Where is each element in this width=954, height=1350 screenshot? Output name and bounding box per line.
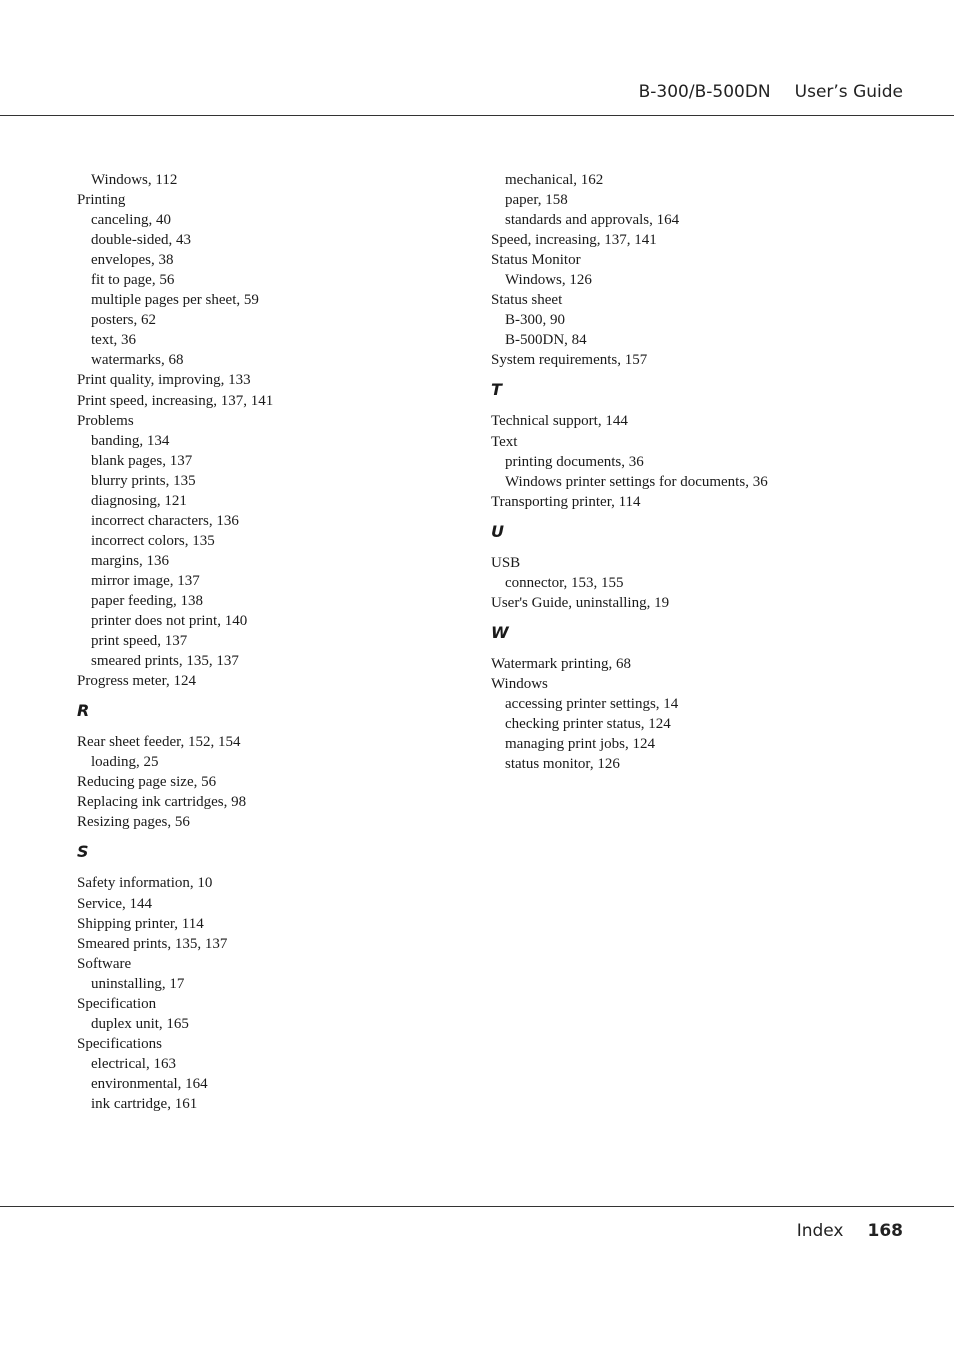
index-entry: User's Guide, uninstalling, 19 xyxy=(491,594,670,611)
index-subentry: loading, 25 xyxy=(91,754,159,771)
index-subentry: paper feeding, 138 xyxy=(91,592,204,609)
index-subentry: connector, 153, 155 xyxy=(505,574,624,591)
index-subentry: status monitor, 126 xyxy=(505,756,620,773)
index-subentry: envelopes, 38 xyxy=(91,252,174,269)
index-letter-heading: S xyxy=(77,842,89,862)
header-model: B-300/B-500DN xyxy=(638,82,771,102)
index-subentry: ink cartridge, 161 xyxy=(91,1095,198,1112)
index-entry: Specifications xyxy=(77,1035,162,1052)
index-subentry: watermarks, 68 xyxy=(91,352,184,369)
index-entry: Text xyxy=(491,433,518,450)
index-subentry: Windows printer settings for documents, 36 xyxy=(505,473,768,490)
index-subentry: printing documents, 36 xyxy=(505,453,644,470)
index-entry: Reducing page size, 56 xyxy=(77,774,217,791)
index-entry: Smeared prints, 135, 137 xyxy=(77,935,228,952)
index-letter-heading: R xyxy=(77,701,90,721)
index-entry: Resizing pages, 56 xyxy=(77,814,190,831)
index-subentry: incorrect colors, 135 xyxy=(91,532,215,549)
index-subentry: double-sided, 43 xyxy=(91,232,191,249)
index-entry: Print speed, increasing, 137, 141 xyxy=(77,392,274,409)
page-footer xyxy=(797,1221,903,1241)
index-subentry: B-300, 90 xyxy=(505,312,565,329)
index-entry: Service, 144 xyxy=(77,895,152,912)
index-subentry: standards and approvals, 164 xyxy=(505,212,680,229)
index-subentry: accessing printer settings, 14 xyxy=(505,695,679,712)
header-guide-title: User’s Guide xyxy=(794,82,903,102)
index-entry: Rear sheet feeder, 152, 154 xyxy=(77,734,241,751)
index-entry: Status Monitor xyxy=(491,252,581,269)
index-subentry: incorrect characters, 136 xyxy=(91,512,239,529)
index-entry: Safety information, 10 xyxy=(77,875,213,892)
index-subentry: fit to page, 56 xyxy=(91,272,175,289)
index-subentry: diagnosing, 121 xyxy=(91,492,187,509)
footer-section: Index xyxy=(796,1221,844,1241)
index-entry: Technical support, 144 xyxy=(491,413,628,430)
index-letter-heading: W xyxy=(491,622,509,642)
index-entry: Transporting printer, 114 xyxy=(491,493,641,510)
index-subentry: environmental, 164 xyxy=(91,1075,208,1092)
index-subentry: B-500DN, 84 xyxy=(505,332,587,349)
index-entry: USB xyxy=(491,554,521,571)
footer-rule xyxy=(0,1206,954,1207)
index-subentry: mechanical, 162 xyxy=(505,172,604,188)
index-subentry: posters, 62 xyxy=(91,312,156,329)
index-subentry: print speed, 137 xyxy=(91,633,188,650)
index-letter-heading: U xyxy=(491,521,504,541)
index-subentry: canceling, 40 xyxy=(91,212,171,229)
index-subentry: duplex unit, 165 xyxy=(91,1015,189,1032)
index-subentry: multiple pages per sheet, 59 xyxy=(91,292,259,309)
page-number: 168 xyxy=(867,1221,903,1241)
index-entry: Print quality, improving, 133 xyxy=(77,372,251,389)
index-entry: Shipping printer, 114 xyxy=(77,915,204,932)
index-column-right xyxy=(491,170,891,774)
index-subentry: uninstalling, 17 xyxy=(91,975,185,992)
index-subentry: electrical, 163 xyxy=(91,1055,176,1072)
header-rule xyxy=(0,115,954,116)
index-subentry: text, 36 xyxy=(91,332,136,349)
index-subentry: blank pages, 137 xyxy=(91,452,193,469)
index-subentry: Windows, 112 xyxy=(91,172,178,188)
index-entry: Speed, increasing, 137, 141 xyxy=(491,232,657,249)
index-entry: Replacing ink cartridges, 98 xyxy=(77,794,247,811)
index-column-left xyxy=(77,170,477,1114)
index-subentry: mirror image, 137 xyxy=(91,572,200,589)
index-subentry: blurry prints, 135 xyxy=(91,472,196,489)
index-subentry: paper, 158 xyxy=(505,192,568,209)
index-subentry: Windows, 126 xyxy=(505,272,592,289)
index-subentry: printer does not print, 140 xyxy=(91,613,248,630)
index-subentry: smeared prints, 135, 137 xyxy=(91,653,239,670)
index-entry: Watermark printing, 68 xyxy=(491,655,632,672)
index-entry: Printing xyxy=(77,192,126,209)
index-entry: Progress meter, 124 xyxy=(77,673,196,690)
index-subentry: margins, 136 xyxy=(91,552,170,569)
index-letter-heading: T xyxy=(491,380,502,400)
index-subentry: managing print jobs, 124 xyxy=(505,736,655,753)
index-entry: Problems xyxy=(77,412,134,429)
index-entry: Software xyxy=(77,955,132,972)
index-entry: Windows xyxy=(491,675,548,692)
index-subentry: banding, 134 xyxy=(91,432,170,449)
index-entry: Status sheet xyxy=(491,292,563,309)
index-subentry: checking printer status, 124 xyxy=(505,715,671,732)
index-entry: System requirements, 157 xyxy=(491,352,648,369)
index-entry: Specification xyxy=(77,995,157,1012)
page-header xyxy=(639,82,903,102)
